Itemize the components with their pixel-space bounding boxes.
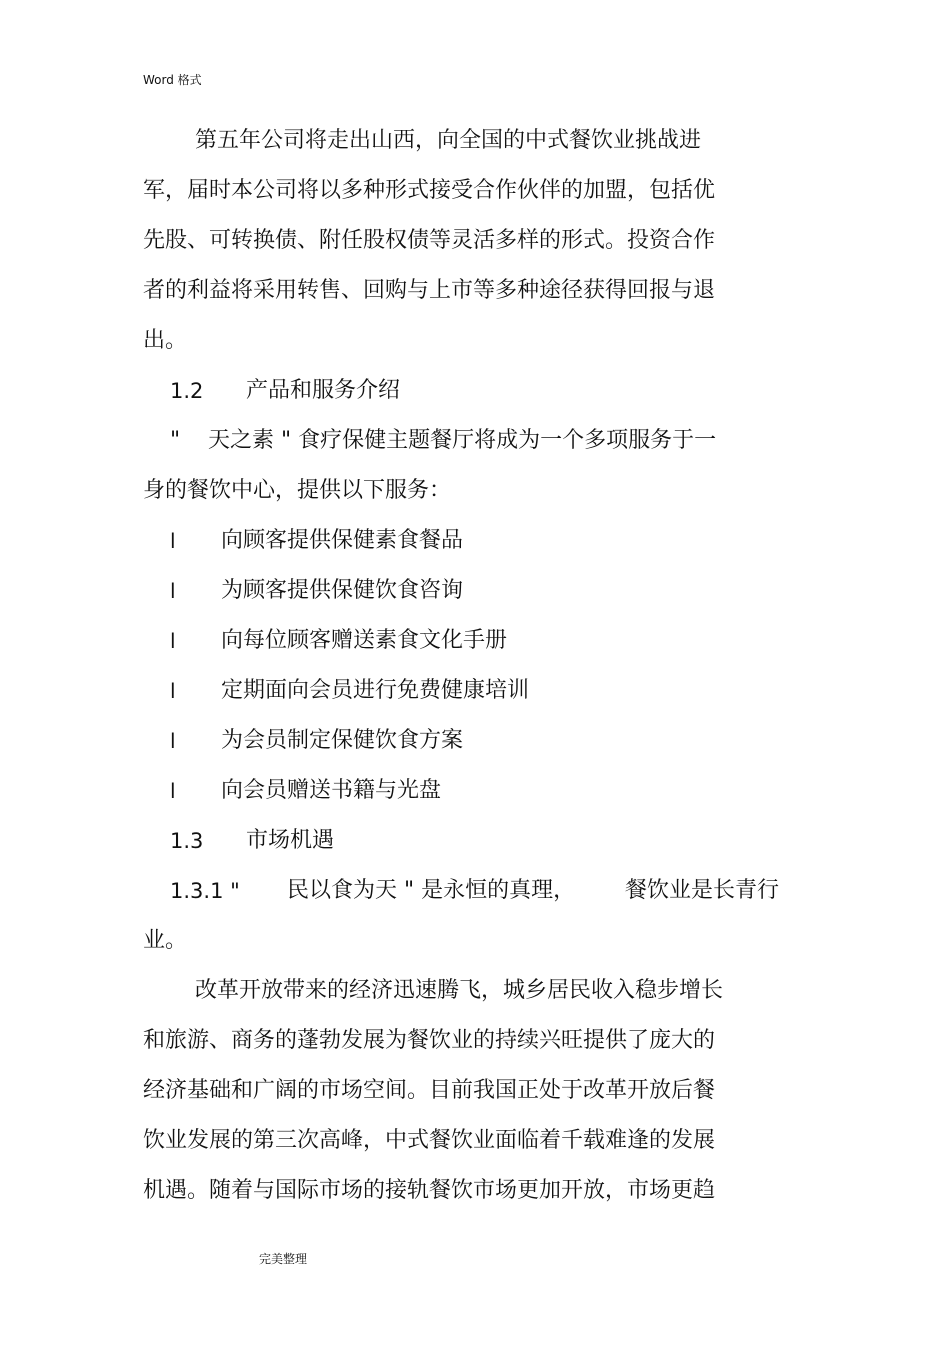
list-item: 向每位顾客赠送素食文化手册 (221, 628, 508, 653)
paragraph-line: 饮业发展的第三次高峰，中式餐饮业面临着千载难逢的发展 (143, 1128, 716, 1153)
list-item: 向会员赠送书籍与光盘 (221, 778, 442, 803)
paragraph-line: 和旅游、商务的蓬勃发展为餐饮业的持续兴旺提供了庞大的 (143, 1028, 716, 1053)
paragraph-line: 军，届时本公司将以多种形式接受合作伙伴的加盟，包括优 (143, 178, 716, 203)
list-bullet: l (170, 629, 176, 653)
subsection-text: 民以食为天 " 是永恒的真理， (287, 878, 576, 903)
open-quote: " (170, 428, 181, 453)
paragraph-line: 出。 (143, 328, 188, 353)
paragraph-line: 第五年公司将走出山西，向全国的中式餐饮业挑战进 (195, 128, 702, 153)
paragraph-line: 改革开放带来的经济迅速腾飞，城乡居民收入稳步增长 (195, 978, 724, 1003)
paragraph-line: 业。 (143, 928, 188, 953)
list-item: 为会员制定保健饮食方案 (221, 728, 464, 753)
subsection-text: 餐饮业是长青行 (625, 878, 780, 903)
subsection-number: 1.3.1 " (170, 879, 240, 903)
list-bullet: l (170, 779, 176, 803)
section-title: 市场机遇 (246, 828, 335, 853)
list-bullet: l (170, 729, 176, 753)
paragraph-line: 机遇。随着与国际市场的接轨餐饮市场更加开放，市场更趋 (143, 1178, 716, 1203)
list-item: 向顾客提供保健素食餐品 (221, 528, 464, 553)
list-bullet: l (170, 679, 176, 703)
paragraph-line: 身的餐饮中心，提供以下服务： (143, 478, 452, 503)
section-title: 产品和服务介绍 (246, 378, 401, 403)
paragraph-line: 天之素 " 食疗保健主题餐厅将成为一个多项服务于一 (208, 428, 717, 453)
list-item: 定期面向会员进行免费健康培训 (221, 678, 530, 703)
list-bullet: l (170, 529, 176, 553)
paragraph-line: 经济基础和广阔的市场空间。目前我国正处于改革开放后餐 (143, 1078, 716, 1103)
page-footer: 完美整理 (259, 1252, 308, 1266)
paragraph-line: 先股、可转换债、附任股权债等灵活多样的形式。投资合作 (143, 228, 716, 253)
section-number: 1.2 (170, 379, 204, 403)
list-item: 为顾客提供保健饮食咨询 (221, 578, 464, 603)
paragraph-line: 者的利益将采用转售、回购与上市等多种途径获得回报与退 (143, 278, 716, 303)
section-number: 1.3 (170, 829, 204, 853)
page-header: Word 格式 (143, 73, 202, 87)
list-bullet: l (170, 579, 176, 603)
